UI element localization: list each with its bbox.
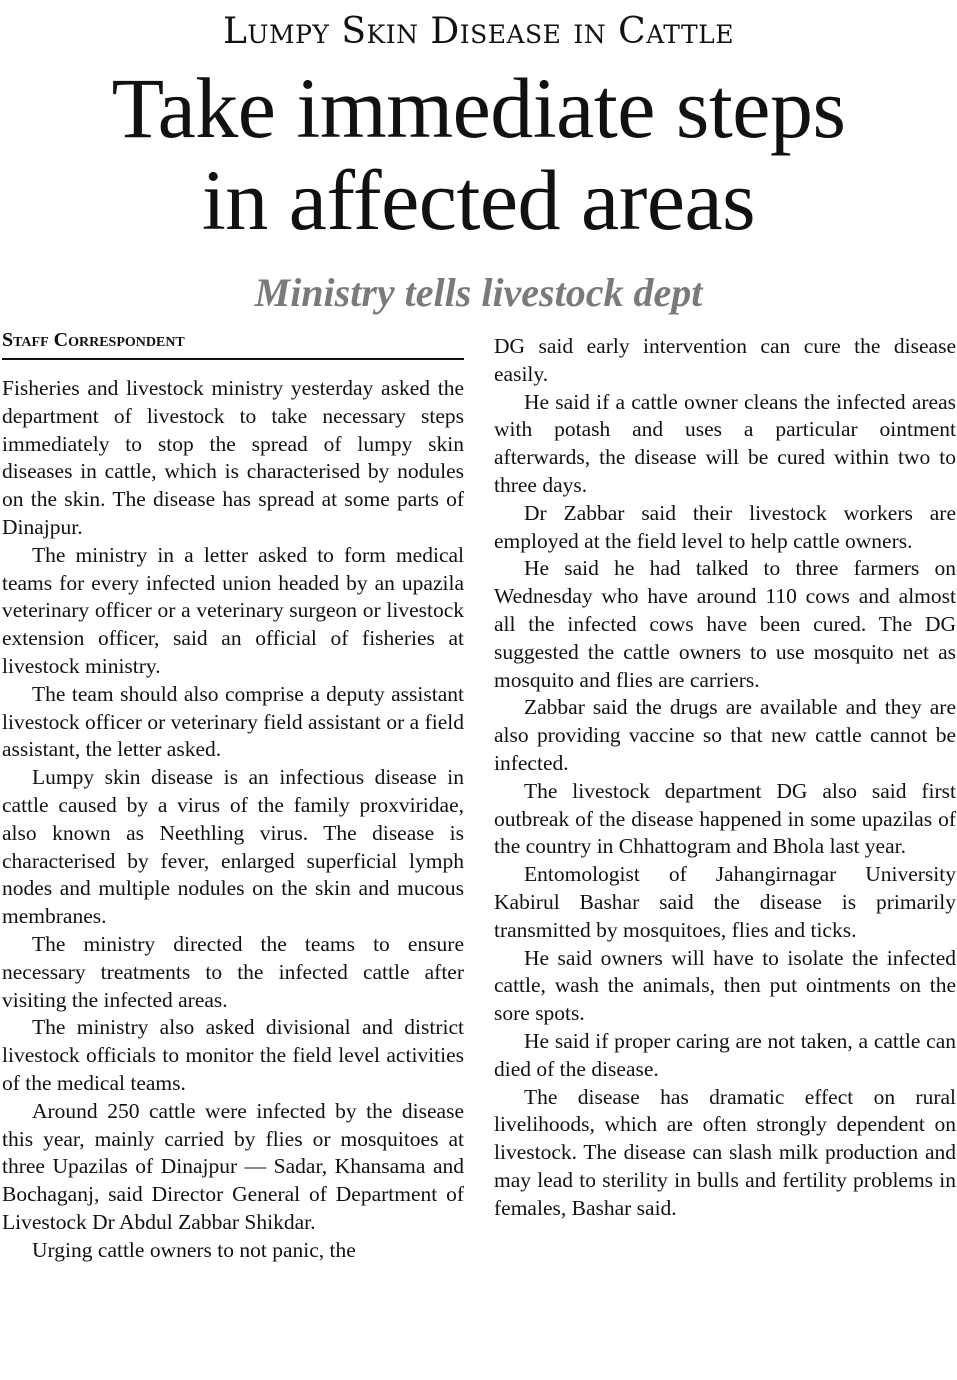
paragraph: Lumpy skin disease is an infectious disease in cattle caused by a virus of the family proxviridae, also known as Neethling virus. The disease is characterised by fever, enlarged superficial lymph nodes and multiple nodules on the skin and mucous membranes. bbox=[2, 765, 464, 929]
paragraph: He said he had talked to three farmers on Wednesday who have around 110 cows and almost all the infected cows have been cured. The DG suggested the cattle owners to use mosquito net as mosquito and flies are carriers. bbox=[494, 556, 956, 692]
deck-subheadline: Ministry tells livestock dept bbox=[254, 270, 703, 315]
paragraph: The disease has dramatic effect on rural livelihoods, which are often strongly dependent on livestock. The disease can slash milk production and may lead to sterility in bulls and fertility problems in females, Bashar said. bbox=[494, 1084, 956, 1220]
article-column-2 bbox=[494, 333, 956, 1223]
paragraph: DG said early intervention can cure the disease easily. bbox=[494, 334, 956, 386]
headline-line-2: in affected areas bbox=[201, 152, 756, 248]
byline: Staff Correspondent bbox=[2, 328, 464, 360]
paragraph: Entomologist of Jahangirnagar University Kabirul Bashar said the disease is primarily transmitted by mosquitoes, flies and ticks. bbox=[494, 862, 956, 942]
paragraph: The ministry also asked divisional and district livestock officials to monitor the field level activities of the medical teams. bbox=[2, 1015, 464, 1095]
article-column-1 bbox=[2, 375, 464, 1265]
paragraph: The livestock department DG also said first outbreak of the disease happened in some upazilas of the country in Chhattogram and Bhola last year. bbox=[494, 778, 956, 859]
paragraph: The team should also comprise a deputy assistant livestock officer or veterinary field assistant or a field assistant, the letter asked. bbox=[2, 681, 464, 762]
paragraph: Dr Zabbar said their livestock workers are employed at the field level to help cattle owners. bbox=[494, 500, 956, 553]
paragraph: Urging cattle owners to not panic, the bbox=[32, 1237, 356, 1262]
paragraph: The ministry directed the teams to ensure necessary treatments to the infected cattle after visiting the infected areas. bbox=[2, 931, 464, 1012]
paragraph: He said owners will have to isolate the infected cattle, wash the animals, then put ointments on the sore spots. bbox=[494, 945, 956, 1026]
paragraph: Zabbar said the drugs are available and they are also providing vaccine so that new cattle cannot be infected. bbox=[494, 695, 956, 775]
headline-line-1: Take immediate steps bbox=[111, 60, 846, 156]
headline bbox=[0, 62, 957, 246]
paragraph: The ministry in a letter asked to form medical teams for every infected union headed by an upazila veterinary officer or a veterinary surgeon or livestock extension officer, said an official of fisheries at livestock ministry. bbox=[2, 542, 464, 678]
paragraph: He said if proper caring are not taken, a cattle can died of the disease. bbox=[494, 1028, 956, 1081]
paragraph: He said if a cattle owner cleans the infected areas with potash and uses a particular ointment afterwards, the disease will be cured within two to three days. bbox=[494, 389, 956, 497]
paragraph: Around 250 cattle were infected by the disease this year, mainly carried by flies or mosquitoes at three Upazilas of Dinajpur — Sadar, Khansama and Bochaganj, said Director General of Department of Livestock Dr Abdul Zabbar Shikdar. bbox=[2, 1098, 464, 1234]
paragraph: Fisheries and livestock ministry yesterday asked the department of livestock to take necessary steps immediately to stop the spread of lumpy skin diseases in cattle, which is characterised by nodules on the skin. The disease has spread at some parts of Dinajpur. bbox=[2, 376, 464, 539]
kicker: Lumpy Skin Disease in Cattle bbox=[223, 11, 734, 52]
